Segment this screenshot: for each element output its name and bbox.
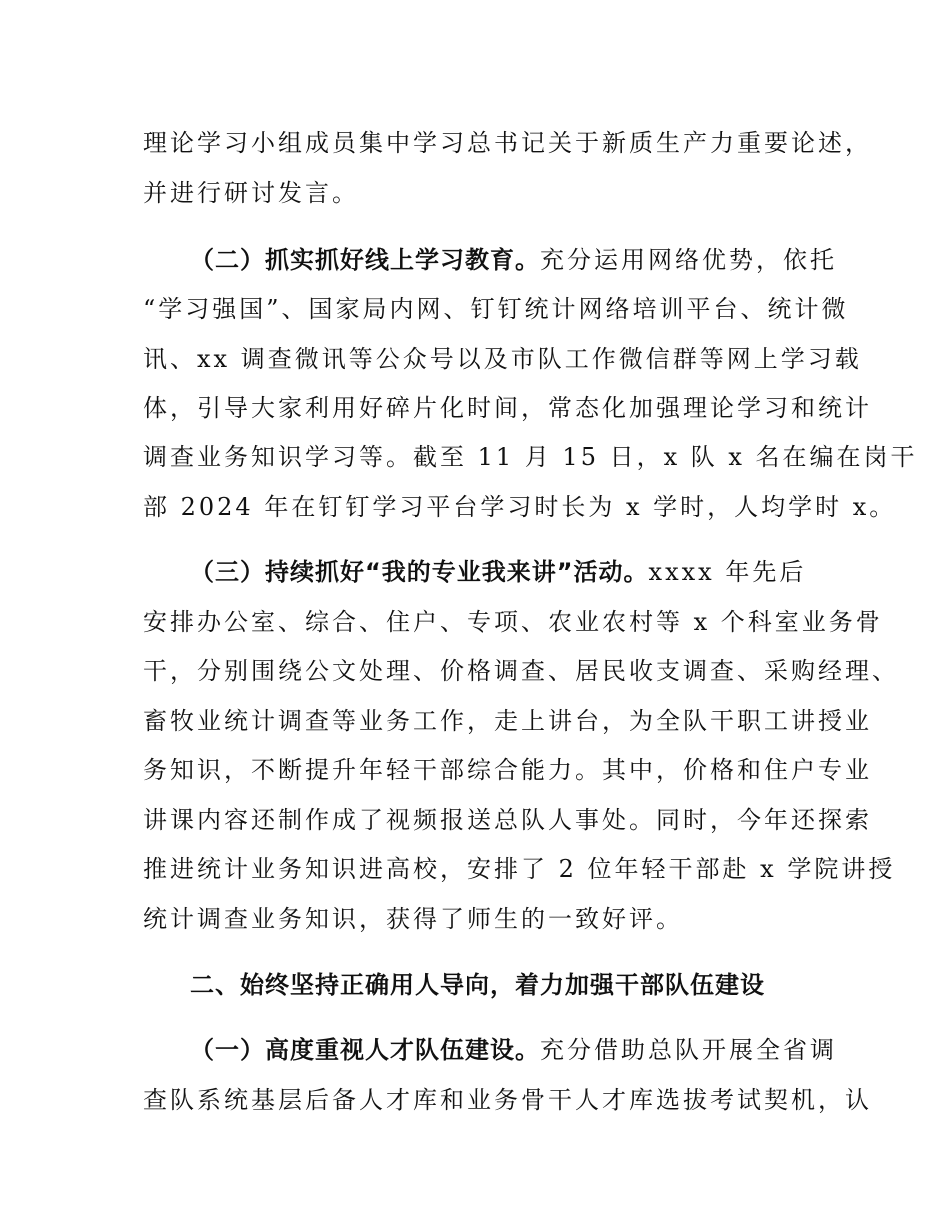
para4-line-2: 查队系统基层后备人才库和业务骨干人才库选拔考试契机，认 [143,1086,872,1114]
para3-line-8: 统计调查业务知识，获得了师生的一致好评。 [143,905,683,933]
para1-line-1: 理论学习小组成员集中学习总书记关于新质生产力重要论述， [143,129,872,157]
para2-first-line [190,245,837,275]
para3-first-line [190,557,806,587]
para3-line-5: 务知识，不断提升年轻干部综合能力。其中，价格和住户专业 [143,756,872,784]
section2-heading: 二、始终坚持正确用人导向，着力加强干部队伍建设 [190,971,765,999]
para4-heading: （一）高度重视人才队伍建设。 [190,1036,540,1064]
para4-first-line-rest: 充分借助总队开展全省调 [540,1036,837,1064]
para2-line-3: 讯、xx 调查微讯等公众号以及市队工作微信群等网上学习载 [143,345,862,373]
para3-line-7: 推进统计业务知识进高校，安排了 2 位年轻干部赴 x 学院讲授 [143,855,896,883]
para2-line-6: 部 2024 年在钉钉学习平台学习时长为 x 学时，人均学时 x。 [143,493,897,521]
para2-line-5: 调查业务知识学习等。截至 11 月 15 日，x 队 x 名在编在岗干 [143,443,918,471]
para3-first-line-rest: xxxx 年先后 [648,558,807,586]
para2-first-line-rest: 充分运用网络优势，依托 [540,246,837,274]
para3-line-2: 安排办公室、综合、住户、专项、农业农村等 x 个科室业务骨 [143,608,883,636]
para4-first-line [190,1035,837,1065]
para1-line-2: 并进行研讨发言。 [143,179,359,207]
para3-line-4: 畜牧业统计调查等业务工作，走上讲台，为全队干职工讲授业 [143,707,872,735]
para3-line-6: 讲课内容还制作成了视频报送总队人事处。同时，今年还探索 [143,806,872,834]
para3-heading: （三）持续抓好“我的专业我来讲”活动。 [190,558,649,586]
para3-line-3: 干，分别围绕公文处理、价格调查、居民收支调查、采购经理、 [143,657,899,685]
para2-line-2: “学习强国”、国家局内网、钉钉统计网络培训平台、统计微 [143,295,849,323]
para2-heading: （二）抓实抓好线上学习教育。 [190,246,540,274]
para2-line-4: 体，引导大家利用好碎片化时间，常态化加强理论学习和统计 [143,394,872,422]
